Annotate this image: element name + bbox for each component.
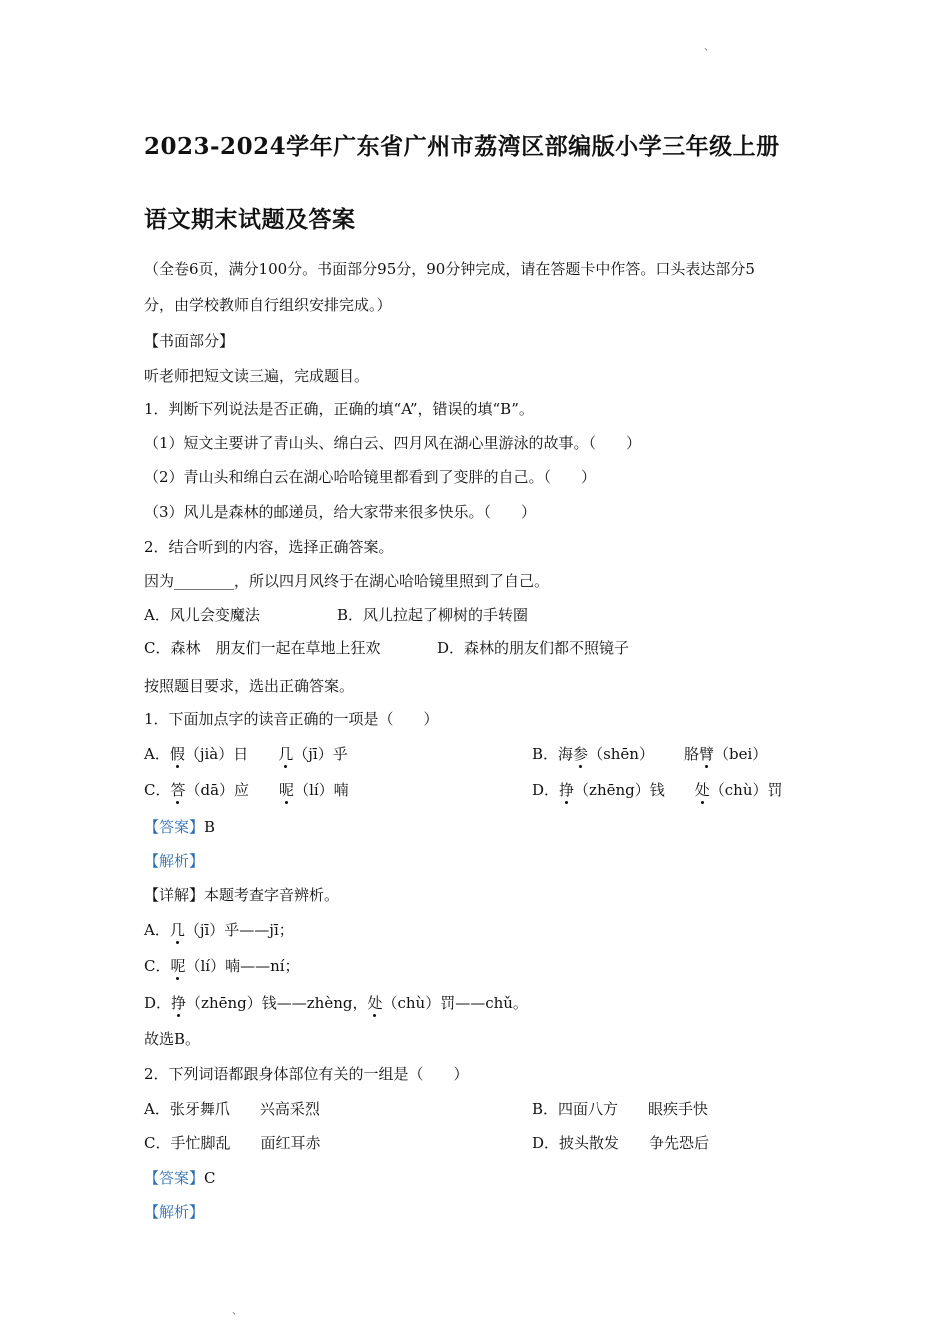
option-text: （bei） <box>714 745 768 763</box>
p2-answer <box>144 1168 216 1188</box>
p1-option-d <box>532 780 783 800</box>
dotted-char: 挣 <box>559 781 575 799</box>
q2-options-cd <box>144 638 630 658</box>
explain-text: （lí）喃——ní； <box>185 957 300 975</box>
p1-option-b <box>532 744 767 764</box>
dotted-char: 参 <box>573 745 589 763</box>
dotted-char: 臂 <box>698 745 714 763</box>
p1-explain-c <box>144 956 300 976</box>
intro-line-1: （全卷6页，满分100分。书面部分95分，90分钟完成，请在答题卡中作答。口头表达部分5 <box>144 260 755 278</box>
dotted-char: 呢 <box>279 781 295 799</box>
instruction-2: 按照题目要求，选出正确答案。 <box>144 677 355 695</box>
option-text: 手忙脚乱 <box>170 1134 231 1152</box>
p1-explain-a <box>144 920 294 940</box>
option-text: 兴高采烈 <box>259 1100 320 1118</box>
option-text: （dā）应 <box>185 781 250 799</box>
title-line-1: 2023-2024学年广东省广州市荔湾区部编版小学三年级上册 <box>144 133 780 160</box>
detail-tag: 【详解】 <box>144 886 205 904</box>
intro-line-2: 分，由学校教师自行组织安排完成。） <box>144 296 392 314</box>
option-label: C． <box>144 1134 171 1152</box>
option-text: 胳 <box>683 745 699 763</box>
option-text: 海 <box>558 745 574 763</box>
option-text: 四面八方 <box>558 1100 619 1118</box>
option-text: 披头散发 <box>559 1134 620 1152</box>
option-text: （lí）喃 <box>294 781 349 799</box>
option-label: D． <box>532 781 560 799</box>
dotted-char: 处 <box>367 994 383 1012</box>
explain-text: （zhēng）钱——zhèng， <box>186 994 368 1012</box>
dotted-char: 几 <box>169 921 185 939</box>
option-label: A． <box>144 1100 170 1118</box>
answer-value: C <box>204 1169 216 1187</box>
listen-instruction: 听老师把短文读三遍，完成题目。 <box>144 367 370 385</box>
option-text: （chù）罚 <box>709 781 783 799</box>
dotted-char: 几 <box>278 745 294 763</box>
explain-text: （jī）乎——jī； <box>184 921 294 939</box>
answer-value: B <box>204 818 216 836</box>
p1-answer <box>144 817 215 837</box>
dotted-char: 假 <box>169 745 185 763</box>
q2-options-ab <box>144 605 529 625</box>
answer-tag: 【答案】 <box>144 818 205 836</box>
p1-explain-d <box>144 993 528 1013</box>
q2-option-a: A．风儿会变魔法 <box>144 606 260 624</box>
option-text: （jī）乎 <box>293 745 348 763</box>
p1-option-a <box>144 745 348 763</box>
analysis-tag: 【解析】 <box>144 852 205 870</box>
dotted-char: 呢 <box>170 957 186 975</box>
p1-options-cd <box>144 780 804 800</box>
p1-analysis <box>144 851 204 871</box>
explain-text: （chù）罚——chǔ。 <box>382 994 528 1012</box>
p1-options-ab <box>144 744 804 764</box>
option-text: 面红耳赤 <box>260 1134 321 1152</box>
q2-sentence: 因为________，所以四月风终于在湖心哈哈镜里照到了自己。 <box>144 572 550 590</box>
option-label: B． <box>532 745 559 763</box>
p1-conclusion: 故选B。 <box>144 1030 201 1048</box>
q1-item-3: （3）风儿是森林的邮递员，给大家带来很多快乐。（ ） <box>144 503 537 521</box>
q2-stem: 2．结合听到的内容，选择正确答案。 <box>144 538 394 556</box>
q1-item-1: （1）短文主要讲了青山头、绵白云、四月风在湖心里游泳的故事。（ ） <box>144 434 642 452</box>
section-written: 【书面部分】 <box>144 332 235 350</box>
header-mark: 、 <box>704 42 714 53</box>
q2-option-b: B．风儿拉起了柳树的手转圈 <box>337 606 529 624</box>
q2-option-d: D．森林的朋友们都不照镜子 <box>437 639 630 657</box>
p2-stem: 2．下列词语都跟身体部位有关的一组是（ ） <box>144 1065 469 1083</box>
q2-option-c: C．森林 朋友们一起在草地上狂欢 <box>144 639 381 657</box>
q1-item-2: （2）青山头和绵白云在湖心哈哈镜里都看到了变胖的自己。（ ） <box>144 468 597 486</box>
dotted-char: 挣 <box>171 994 187 1012</box>
option-label: D． <box>144 994 172 1012</box>
dotted-char: 处 <box>694 781 710 799</box>
option-label: C． <box>144 781 171 799</box>
dotted-char: 答 <box>170 781 186 799</box>
option-text: 争先恐后 <box>649 1134 710 1152</box>
p2-option-a <box>144 1100 320 1118</box>
option-text: 眼疾手快 <box>648 1100 709 1118</box>
option-text: （shēn） <box>588 745 654 763</box>
p2-options-ab <box>144 1099 804 1119</box>
p2-options-cd <box>144 1133 804 1153</box>
option-label: B． <box>532 1100 559 1118</box>
title-line-2: 语文期末试题及答案 <box>144 206 356 233</box>
q1-stem: 1．判断下列说法是否正确，正确的填“A”，错误的填“B”。 <box>144 400 534 418</box>
p1-option-c <box>144 781 349 799</box>
p2-option-b <box>532 1099 708 1119</box>
footer-mark: 、 <box>232 1306 242 1317</box>
analysis-tag: 【解析】 <box>144 1203 205 1221</box>
p2-option-c <box>144 1134 321 1152</box>
detail-text: 本题考查字音辨析。 <box>204 886 340 904</box>
option-text: （jià）日 <box>184 745 249 763</box>
option-label: C． <box>144 957 171 975</box>
option-text: 张牙舞爪 <box>169 1100 230 1118</box>
answer-tag: 【答案】 <box>144 1169 205 1187</box>
option-text: （zhēng）钱 <box>574 781 665 799</box>
p2-analysis <box>144 1202 204 1222</box>
p1-stem: 1．下面加点字的读音正确的一项是（ ） <box>144 710 439 728</box>
option-label: D． <box>532 1134 560 1152</box>
option-label: A． <box>144 745 170 763</box>
option-label: A． <box>144 921 170 939</box>
p1-detail <box>144 885 339 905</box>
p2-option-d <box>532 1133 709 1153</box>
